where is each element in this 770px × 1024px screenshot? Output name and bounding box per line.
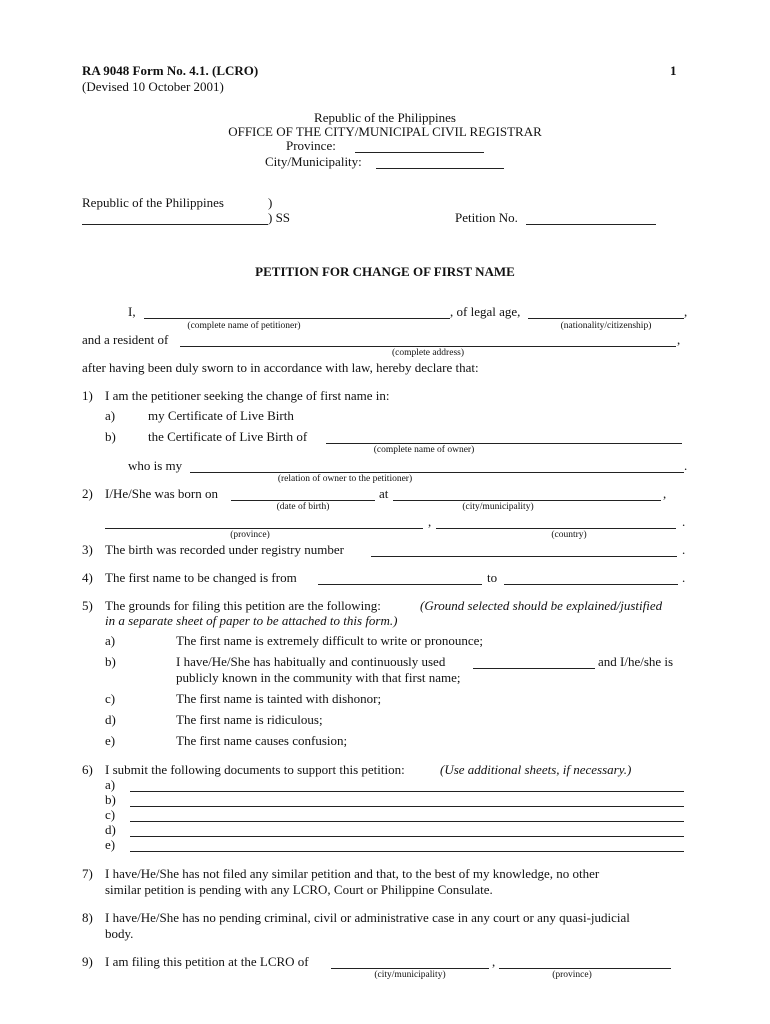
item8-num: 8) <box>82 910 93 925</box>
lcro-province-caption: (province) <box>552 970 592 980</box>
item5-instruction-1: (Ground selected should be explained/justified <box>420 598 663 613</box>
item8-line1: I have/He/She has no pending criminal, civil or administrative case in any court or any quasi-judicial <box>105 910 630 925</box>
doc-c-label: c) <box>105 807 116 822</box>
doc-d-label: d) <box>105 822 116 837</box>
owner-name-field[interactable] <box>326 443 682 444</box>
birth-country-field[interactable] <box>436 528 676 529</box>
item6-num: 6) <box>82 762 93 777</box>
doc-b-label: b) <box>105 792 116 807</box>
habitual-name-field[interactable] <box>473 668 595 669</box>
province-caption: (province) <box>230 530 270 540</box>
lcro-province-field[interactable] <box>499 968 671 969</box>
doc-c-field[interactable] <box>130 821 684 822</box>
ground-b-text-after: and I/he/she is <box>598 654 674 669</box>
relation-period: . <box>684 458 688 473</box>
item2-text: I/He/She was born on <box>105 486 219 501</box>
item5-num: 5) <box>82 598 93 613</box>
ground-c-text[interactable]: The first name is tainted with dishonor; <box>176 691 382 706</box>
ground-b-text-2: publicly known in the community with that first name; <box>176 670 461 685</box>
province-field[interactable] <box>355 152 484 153</box>
item4-text: The first name to be changed is from <box>105 570 297 585</box>
item1-b-text[interactable]: the Certificate of Live Birth of <box>148 429 308 444</box>
item7-line1: I have/He/She has not filed any similar petition and that, to the best of my knowledge, no other <box>105 866 600 881</box>
intro-i: I, <box>128 304 136 319</box>
item4-num: 4) <box>82 570 93 585</box>
nationality-field[interactable] <box>528 318 684 319</box>
doc-e-label: e) <box>105 837 116 852</box>
ground-c-label: c) <box>105 691 116 706</box>
address-field[interactable] <box>180 346 676 347</box>
item1-text: I am the petitioner seeking the change of first name in: <box>105 388 390 403</box>
petitioner-name-caption: (complete name of petitioner) <box>187 321 301 331</box>
item7-num: 7) <box>82 866 93 881</box>
province-label: Province: <box>286 138 336 153</box>
item1-a-text[interactable]: my Certificate of Live Birth <box>148 408 294 423</box>
doc-e-field[interactable] <box>130 851 684 852</box>
birth-city-field[interactable] <box>393 500 661 501</box>
birth-city-caption: (city/municipality) <box>462 502 534 512</box>
item5-text: The grounds for filing this petition are the following: <box>105 598 381 613</box>
lcro-city-caption: (city/municipality) <box>374 970 446 980</box>
doc-a-field[interactable] <box>130 791 684 792</box>
dob-caption: (date of birth) <box>276 502 330 512</box>
resident-label: and a resident of <box>82 332 169 347</box>
ground-b-label: b) <box>105 654 116 669</box>
owner-name-caption: (complete name of owner) <box>373 445 475 455</box>
ground-e-text[interactable]: The first name causes confusion; <box>176 733 348 748</box>
revision-date: (Devised 10 October 2001) <box>82 79 224 94</box>
item1-num: 1) <box>82 388 93 403</box>
relation-caption: (relation of owner to the petitioner) <box>277 474 413 484</box>
item2-comma2: , <box>428 514 432 529</box>
intro-comma: , <box>684 304 688 319</box>
item3-text: The birth was recorded under registry number <box>105 542 344 557</box>
venue-ss: ) SS <box>268 210 291 225</box>
item6-text: I submit the following documents to support this petition: <box>105 762 405 777</box>
relation-field[interactable] <box>190 472 684 473</box>
address-caption: (complete address) <box>391 348 464 358</box>
venue-field[interactable] <box>82 224 268 225</box>
item9-num: 9) <box>82 954 93 969</box>
item9-comma: , <box>492 954 496 969</box>
office-title: OFFICE OF THE CITY/MUNICIPAL CIVIL REGISTRAR <box>228 124 542 139</box>
item2-comma: , <box>663 486 667 501</box>
item6-instruction: (Use additional sheets, if necessary.) <box>440 762 632 777</box>
ground-a-text[interactable]: The first name is extremely difficult to write or pronounce; <box>176 633 483 648</box>
form-title: PETITION FOR CHANGE OF FIRST NAME <box>255 264 515 279</box>
lcro-city-field[interactable] <box>331 968 489 969</box>
petition-no-field[interactable] <box>526 224 656 225</box>
doc-d-field[interactable] <box>130 836 684 837</box>
ground-b-text[interactable]: I have/He/She has habitually and continuously used <box>176 654 446 669</box>
doc-a-label: a) <box>105 777 116 792</box>
item3-period: . <box>682 542 686 557</box>
birth-province-field[interactable] <box>105 528 423 529</box>
date-of-birth-field[interactable] <box>231 500 375 501</box>
page-number: 1 <box>670 63 677 78</box>
ground-d-text[interactable]: The first name is ridiculous; <box>176 712 323 727</box>
city-field[interactable] <box>376 168 504 169</box>
item2-at: at <box>379 486 389 501</box>
item5-instruction-2: in a separate sheet of paper to be attached to this form.) <box>105 613 398 628</box>
ground-e-label: e) <box>105 733 116 748</box>
item4-to: to <box>487 570 498 585</box>
item3-num: 3) <box>82 542 93 557</box>
who-is-my-label: who is my <box>128 458 183 473</box>
petitioner-name-field[interactable] <box>144 318 450 319</box>
item2-num: 2) <box>82 486 93 501</box>
ground-d-label: d) <box>105 712 116 727</box>
item8-line2: body. <box>105 926 134 941</box>
sworn-statement: after having been duly sworn to in accordance with law, hereby declare that: <box>82 360 479 375</box>
form-number: RA 9048 Form No. 4.1. (LCRO) <box>82 63 259 78</box>
registry-number-field[interactable] <box>371 556 677 557</box>
doc-b-field[interactable] <box>130 806 684 807</box>
country-caption: (country) <box>551 530 587 540</box>
venue-republic: Republic of the Philippines <box>82 195 224 210</box>
venue-paren: ) <box>268 195 273 210</box>
item2-period: . <box>682 514 686 529</box>
petition-no-label: Petition No. <box>455 210 518 225</box>
item7-line2: similar petition is pending with any LCRO, Court or Philippine Consulate. <box>105 882 493 897</box>
item1-b-label: b) <box>105 429 116 444</box>
office-republic: Republic of the Philippines <box>314 110 456 125</box>
nationality-caption: (nationality/citizenship) <box>560 321 652 331</box>
resident-comma: , <box>677 332 681 347</box>
first-name-from-field[interactable] <box>318 584 482 585</box>
item4-period: . <box>682 570 686 585</box>
ground-a-label: a) <box>105 633 116 648</box>
intro-legal-age: , of legal age, <box>450 304 521 319</box>
city-label: City/Municipality: <box>265 154 362 169</box>
item9-text: I am filing this petition at the LCRO of <box>105 954 309 969</box>
item1-a-label: a) <box>105 408 116 423</box>
first-name-to-field[interactable] <box>504 584 678 585</box>
